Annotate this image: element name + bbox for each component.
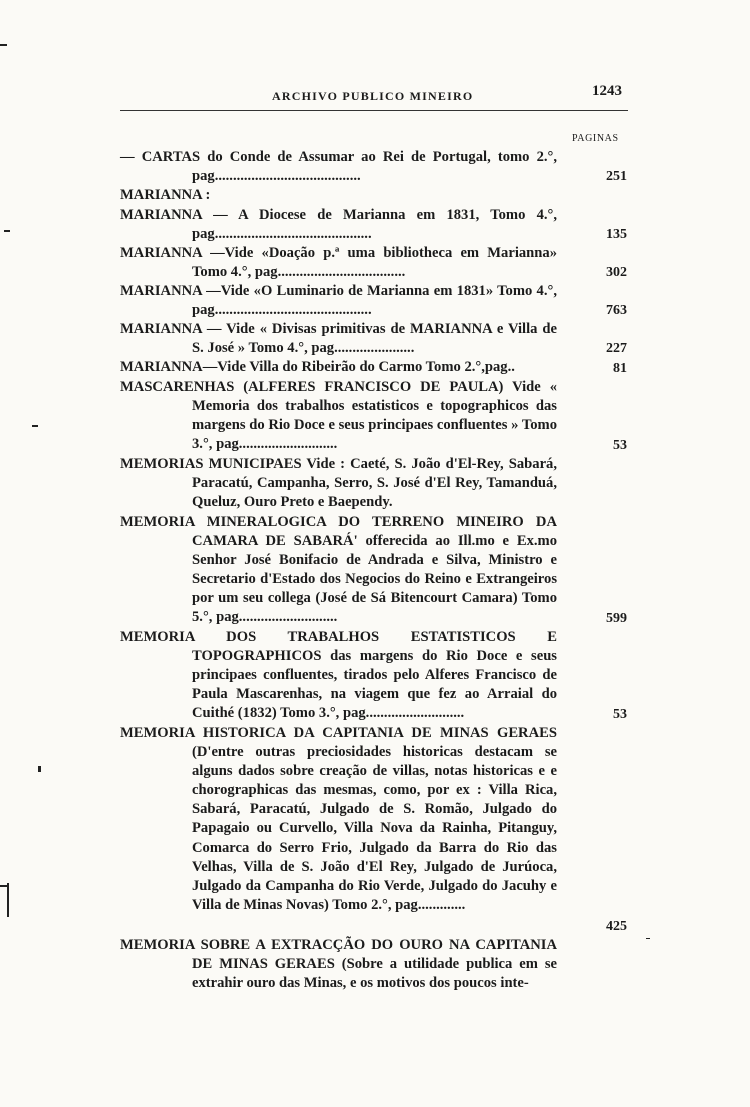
entry-text: MARIANNA —Vide «O Luminario de Marianna em 1831» Tomo 4.°, pag........................................... [120,283,557,319]
index-entry [120,148,635,186]
entry-page: 425 [606,918,627,934]
index-entry [120,358,635,378]
entry-text: MEMORIA MINERALOGICA DO TERRENO MINEIRO DA CAMARA DE SABARÁ' offerecida ao Ill.mo e Ex.mo Senhor José Bonifacio de Andrada e Silva, Ministro e Secretario d'Estado dos Negocios do Reino e Extrangeiros por um seu collega (José de Sá Bitencourt Camara) Tomo 5.°, pag........................... [120,514,557,626]
entry-page: 227 [606,340,627,356]
entry-page: 599 [606,610,627,626]
entry-text: MARIANNA —Vide «Doação p.ª uma bibliotheca em Marianna» Tomo 4.°, pag................................... [120,245,557,281]
index-entry [120,282,635,320]
scan-mark [32,425,38,427]
index-entries [120,148,635,994]
entry-text: MEMORIA HISTORICA DA CAPITANIA DE MINAS GERAES (D'entre outras preciosidades historicas destacam se alguns dados sobre creação de villas, notas historicas e e chorographicas das mesmas, como, por ex : Villa Rica, Sabará, Paracatú, Julgado de S. Romão, Julgado do Papagaio ou Curvello, Villa Nova da Rainha, Pitanguy, Comarca do Serro Frio, Julgado da Barra do Rio das Velhas, Villa de S. João d'El Rey, Julgado de Jurúoca, Julgado da Campanha do Rio Verde, Julgado do Jacuhy e Villa de Minas Novas) Tomo 2.°, pag............. [120,725,557,913]
scan-mark [0,44,7,46]
entry-page: 81 [613,360,627,376]
entry-page: 53 [613,706,627,722]
index-entry [120,378,635,455]
entry-text: — CARTAS do Conde de Assumar ao Rei de Portugal, tomo 2.°, pag........................................ [120,149,557,185]
page-number: 1243 [592,83,622,99]
running-title: ARCHIVO PUBLICO MINEIRO [272,89,474,103]
scan-mark [646,938,650,939]
scan-mark [4,230,10,232]
index-entry [120,628,635,724]
entry-page: 251 [606,168,627,184]
index-entry [120,244,635,282]
header-rule [120,110,628,111]
entry-text: MEMORIA SOBRE A EXTRACÇÃO DO OURO NA CAPITANIA DE MINAS GERAES (Sobre a utilidade publica em se extrahir ouro das Minas, e os motivos dos poucos inte- [120,937,557,992]
entry-text: MARIANNA : [120,187,211,203]
column-label-pages: PAGINAS [572,133,619,144]
index-entry [120,513,635,628]
entry-text: MEMORIAS MUNICIPAES Vide : Caeté, S. João d'El-Rey, Sabará, Paracatú, Campanha, Serro, S. José d'El Rey, Tamanduá, Queluz, Ouro Preto e Baependy. [120,456,557,511]
entry-text: MARIANNA—Vide Villa do Ribeirão do Carmo Tomo 2.°,pag.. [120,359,515,375]
scan-mark [0,885,7,887]
entry-text: MARIANNA — Vide « Divisas primitivas de MARIANNA e Villa de S. José » Tomo 4.°, pag...................... [120,321,557,357]
scan-mark [7,883,9,917]
index-entry [120,724,635,936]
entry-text: MARIANNA — A Diocese de Marianna em 1831, Tomo 4.°, pag........................................... [120,207,557,243]
entry-page: 135 [606,226,627,242]
scan-mark [38,766,41,772]
index-entry [120,320,635,358]
index-entry [120,936,635,994]
entry-page: 53 [613,437,627,453]
entry-page: 763 [606,302,627,318]
entry-page: 302 [606,264,627,280]
entry-text: MEMORIA DOS TRABALHOS ESTATISTICOS E TOPOGRAPHICOS das margens do Rio Doce e seus principaes confluentes, tirados pelo Alferes Francisco de Paula Mascarenhas, na viagem que fez ao Arraial do Cuithé (1832) Tomo 3.°, pag........................... [120,629,557,722]
entry-text: MASCARENHAS (ALFERES FRANCISCO DE PAULA) Vide « Memoria dos trabalhos estatisticos e topographicos das margens do Rio Doce e seus principaes confluentes » Tomo 3.°, pag........................... [120,379,557,453]
index-entry [120,455,635,513]
index-subheading [120,186,635,206]
index-entry [120,206,635,244]
